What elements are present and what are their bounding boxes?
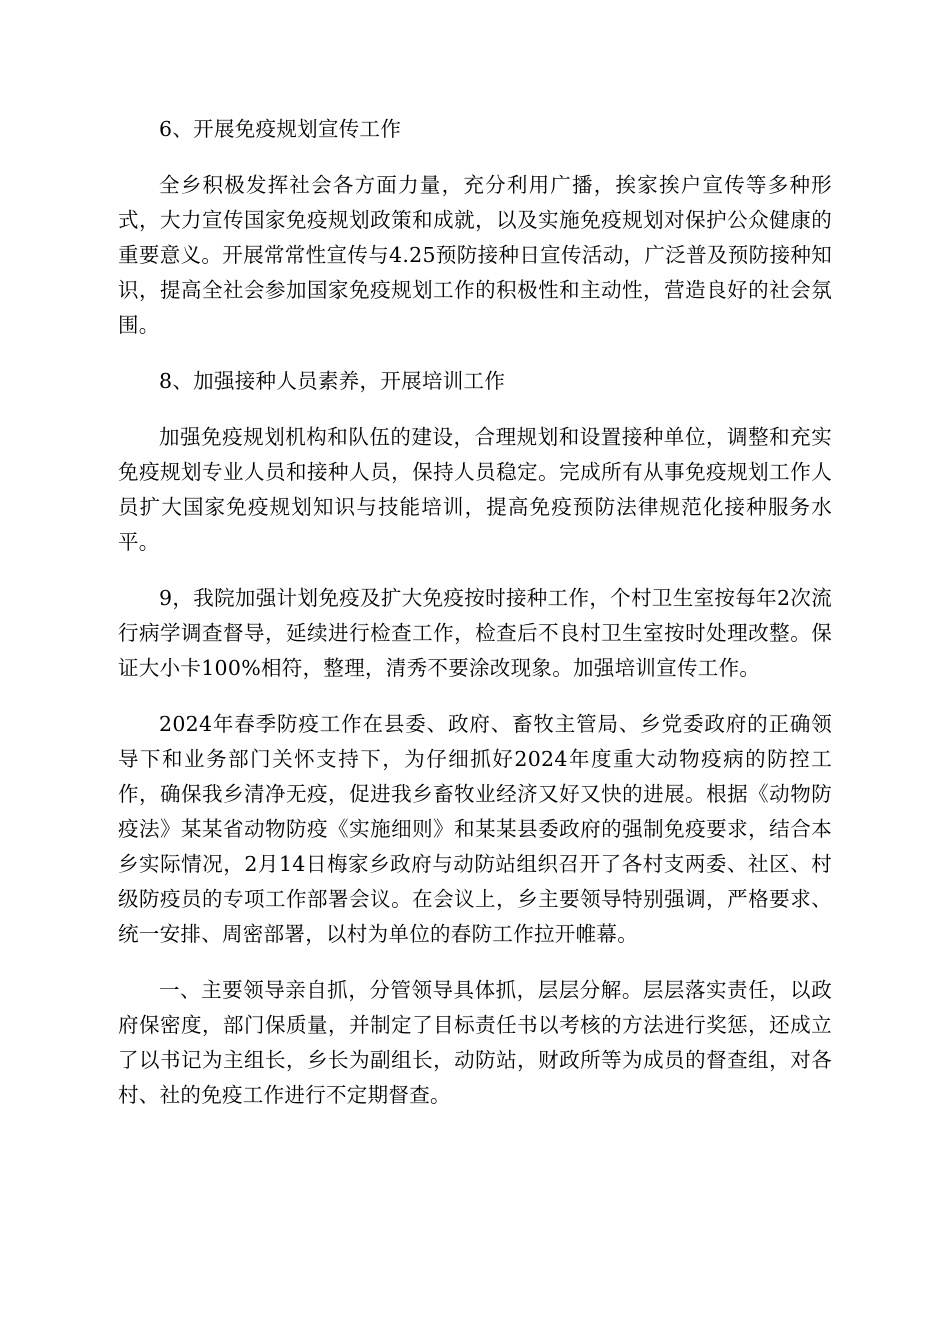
section-heading-6: 6、开展免疫规划宣传工作 [159, 117, 402, 141]
paragraph-leadership-responsibility: 一、主要领导亲自抓，分管领导具体抓，层层分解。层层落实责任，以政府保密度，部门保质量，并制定了目标责任书以考核的方法进行奖惩，还成立了以书记为主组长，乡长为副组长，动防站，财政所等为成员的督查组，对各村、社的免疫工作进行不定期督查。 [118, 978, 832, 1107]
section-heading-8: 8、加强接种人员素养，开展培训工作 [159, 369, 506, 393]
paragraph-spring-epidemic-prevention: 2024年春季防疫工作在县委、政府、畜牧主管局、乡党委政府的正确领导下和业务部门关怀支持下，为仔细抓好2024年度重大动物疫病的防控工作，确保我乡清净无疫，促进我乡畜牧业经济又好又快的进展。根据《动物防疫法》某某省动物防疫《实施细则》和某某县委政府的强制免疫要求，结合本乡实际情况，2月14日梅家乡政府与动防站组织召开了各村支两委、社区、村级防疫员的专项工作部署会议。在会议上，乡主要领导特别强调，严格要求、统一安排、周密部署，以村为单位的春防工作拉开帷幕。 [118, 712, 832, 946]
paragraph-item-9: 9，我院加强计划免疫及扩大免疫按时接种工作，个村卫生室按每年2次流行病学调查督导，延续进行检查工作，检查后不良村卫生室按时处理改整。保证大小卡100%相符，整理，清秀不要涂改现象。加强培训宣传工作。 [118, 586, 832, 680]
paragraph-publicity: 全乡积极发挥社会各方面力量，充分利用广播，挨家挨户宣传等多种形式，大力宣传国家免疫规划政策和成就，以及实施免疫规划对保护公众健康的重要意义。开展常常性宣传与4.25预防接种日宣传活动，广泛普及预防接种知识，提高全社会参加国家免疫规划工作的积极性和主动性，营造良好的社会氛围。 [118, 173, 832, 337]
paragraph-training: 加强免疫规划机构和队伍的建设，合理规划和设置接种单位，调整和充实免疫规划专业人员和接种人员，保持人员稳定。完成所有从事免疫规划工作人员扩大国家免疫规划知识与技能培训，提高免疫预防法律规范化接种服务水平。 [118, 425, 832, 554]
